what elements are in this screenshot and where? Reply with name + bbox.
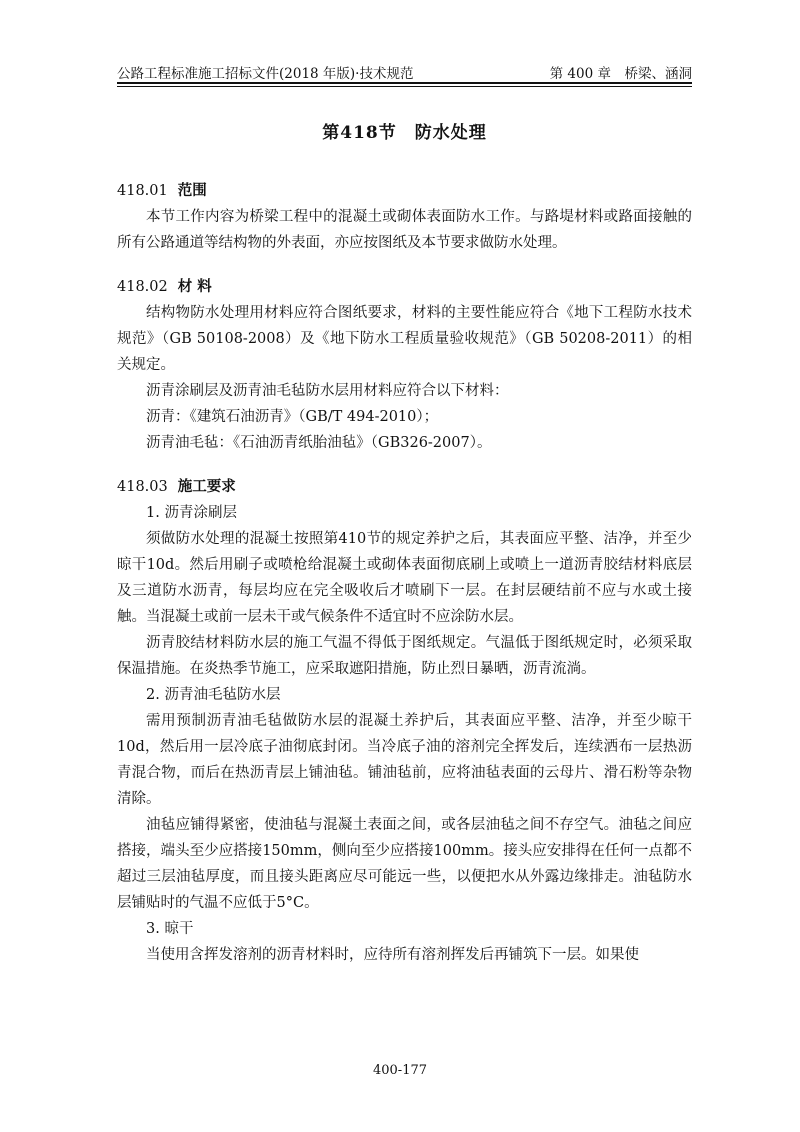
paragraph: 当使用含挥发溶剂的沥青材料时，应待所有溶剂挥发后再铺筑下一层。如果使 bbox=[146, 947, 639, 963]
header-rule-thin bbox=[117, 86, 692, 87]
section-number: 418.02 bbox=[117, 279, 168, 295]
section-number: 418.03 bbox=[117, 479, 168, 495]
section-number: 418.01 bbox=[117, 183, 168, 199]
section-title: 第418节 防水处理 bbox=[322, 123, 487, 143]
paragraph: 油毡应铺得紧密，使油毡与混凝土表面之间，或各层油毡之间不存空气。油毡之间应搭接，端头至少应搭接150mm，侧向至少应搭接100mm。接头应安排得在任何一点都不超过三层油毡厚度，而且接头距离应尽可能远一些，以便把水从外露边缘排走。油毡防水层铺贴时的气温不应低于5°C。 bbox=[117, 817, 692, 911]
paragraph: 沥青涂刷层及沥青油毛毡防水层用材料应符合以下材料： bbox=[146, 383, 509, 399]
subsection-heading: 3. 晾干 bbox=[146, 921, 194, 937]
section-name: 范围 bbox=[177, 182, 207, 199]
material-item: 沥青：《建筑石油沥青》（GB/T 494-2010）； bbox=[146, 409, 439, 425]
header-left: 公路工程标准施工招标文件(2018 年版)·技术规范 bbox=[117, 66, 414, 82]
body-content bbox=[117, 178, 692, 968]
section-name: 施工要求 bbox=[177, 478, 236, 495]
subsection-heading: 1. 沥青涂刷层 bbox=[146, 505, 237, 521]
paragraph: 结构物防水处理用材料应符合图纸要求，材料的主要性能应符合《地下工程防水技术规范》（GB 50108-2008）及《地下防水工程质量验收规范》（GB 50208-2011）的相关规定。 bbox=[117, 305, 692, 373]
subsection-heading: 2. 沥青油毛毡防水层 bbox=[146, 687, 281, 703]
paragraph: 沥青胶结材料防水层的施工气温不得低于图纸规定。气温低于图纸规定时，必须采取保温措施。在炎热季节施工，应采取遮阳措施，防止烈日暴晒，沥青流淌。 bbox=[117, 635, 692, 677]
section-heading-materials bbox=[117, 274, 692, 300]
material-item: 沥青油毛毡：《石油沥青纸胎油毡》（GB326-2007）。 bbox=[146, 435, 492, 451]
section-heading-construction bbox=[117, 474, 692, 500]
page-number: 400-177 bbox=[372, 1063, 428, 1078]
running-header bbox=[117, 62, 692, 82]
section-name: 材 料 bbox=[177, 278, 212, 295]
paragraph: 须做防水处理的混凝土按照第410节的规定养护之后，其表面应平整、洁净，并至少晾干10d。然后用刷子或喷枪给混凝土或砌体表面彻底刷上或喷上一道沥青胶结材料底层及三道防水沥青，每层均应在完全吸收后才喷刷下一层。在封层硬结前不应与水或土接触。当混凝土或前一层未干或气候条件不适宜时不应涂防水层。 bbox=[117, 531, 692, 625]
paragraph: 需用预制沥青油毛毡做防水层的混凝土养护后，其表面应平整、洁净，并至少晾干10d，然后用一层冷底子油彻底封闭。当冷底子油的溶剂完全挥发后，连续洒布一层热沥青混合物，而后在热沥青层上铺油毡。铺油毡前，应将油毡表面的云母片、滑石粉等杂物清除。 bbox=[117, 713, 692, 807]
header-rule-thick bbox=[117, 82, 692, 84]
header-right: 第 400 章 桥梁、涵洞 bbox=[549, 66, 692, 82]
section-heading-scope bbox=[117, 178, 692, 204]
paragraph: 本节工作内容为桥梁工程中的混凝土或砌体表面防水工作。与路堤材料或路面接触的所有公路通道等结构物的外表面，亦应按图纸及本节要求做防水处理。 bbox=[117, 209, 692, 251]
